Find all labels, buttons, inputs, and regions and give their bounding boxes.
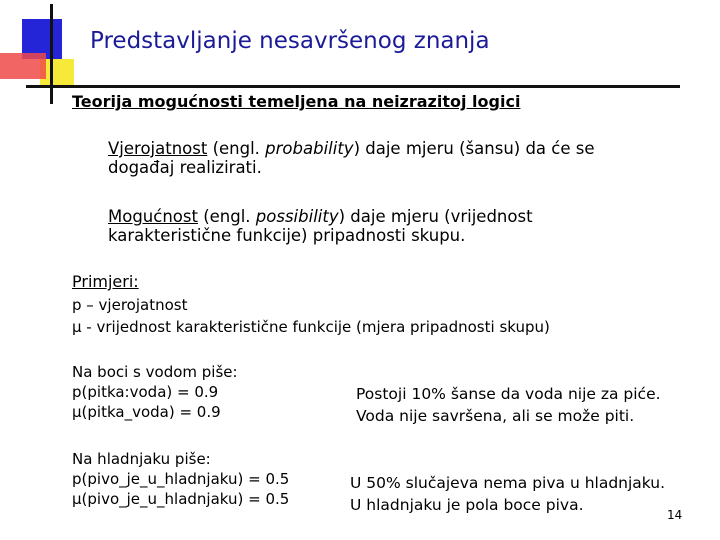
slide-title: Predstavljanje nesavršenog znanja: [90, 28, 490, 54]
line2: karakteristične funkcije) pripadnosti skupu.: [108, 226, 466, 245]
english-term: possibility: [255, 207, 339, 226]
comment-line: U hladnjaku je pola boce piva.: [350, 496, 584, 514]
definition-mu: µ - vrijednost karakteristične funkcije (mjera pripadnosti skupu): [72, 318, 550, 336]
example-line: Na hladnjaku piše:: [72, 450, 211, 468]
example-line: p(pitka:voda) = 0.9: [72, 383, 219, 401]
paragraph-probability: [108, 139, 595, 177]
english-term: probability: [265, 139, 354, 158]
example-line: p(pivo_je_u_hladnjaku) = 0.5: [72, 470, 290, 488]
definition-p: p – vjerojatnost: [72, 296, 188, 314]
decor-red-square: [0, 53, 46, 79]
line1-rest: ) daje mjeru (vrijednost: [338, 207, 533, 226]
examples-label: Primjeri:: [72, 272, 139, 291]
term-probability: Vjerojatnost: [108, 139, 208, 158]
term-possibility: Mogućnost: [108, 207, 198, 226]
comment-line: U 50% slučajeva nema piva u hladnjaku.: [350, 474, 666, 492]
example-water: [72, 362, 238, 422]
comment-line: Voda nije savršena, ali se može piti.: [356, 407, 635, 425]
line2: događaj realizirati.: [108, 158, 262, 177]
engl-prefix: (engl.: [197, 207, 256, 226]
comment-water: [356, 383, 661, 427]
example-fridge: [72, 449, 289, 509]
example-line: µ(pitka_voda) = 0.9: [72, 403, 221, 421]
title-underline: [26, 85, 680, 88]
line1-rest: ) daje mjeru (šansu) da će se: [353, 139, 595, 158]
decor-vertical-line: [50, 4, 53, 104]
comment-line: Postoji 10% šanse da voda nije za piće.: [356, 385, 661, 403]
paragraph-possibility: [108, 207, 533, 245]
section-heading: Teorija mogućnosti temeljena na neizrazitoj logici: [72, 92, 521, 111]
example-line: Na boci s vodom piše:: [72, 363, 238, 381]
comment-fridge: [350, 472, 665, 516]
engl-prefix: (engl.: [207, 139, 266, 158]
example-line: µ(pivo_je_u_hladnjaku) = 0.5: [72, 490, 290, 508]
page-number: 14: [667, 508, 683, 522]
